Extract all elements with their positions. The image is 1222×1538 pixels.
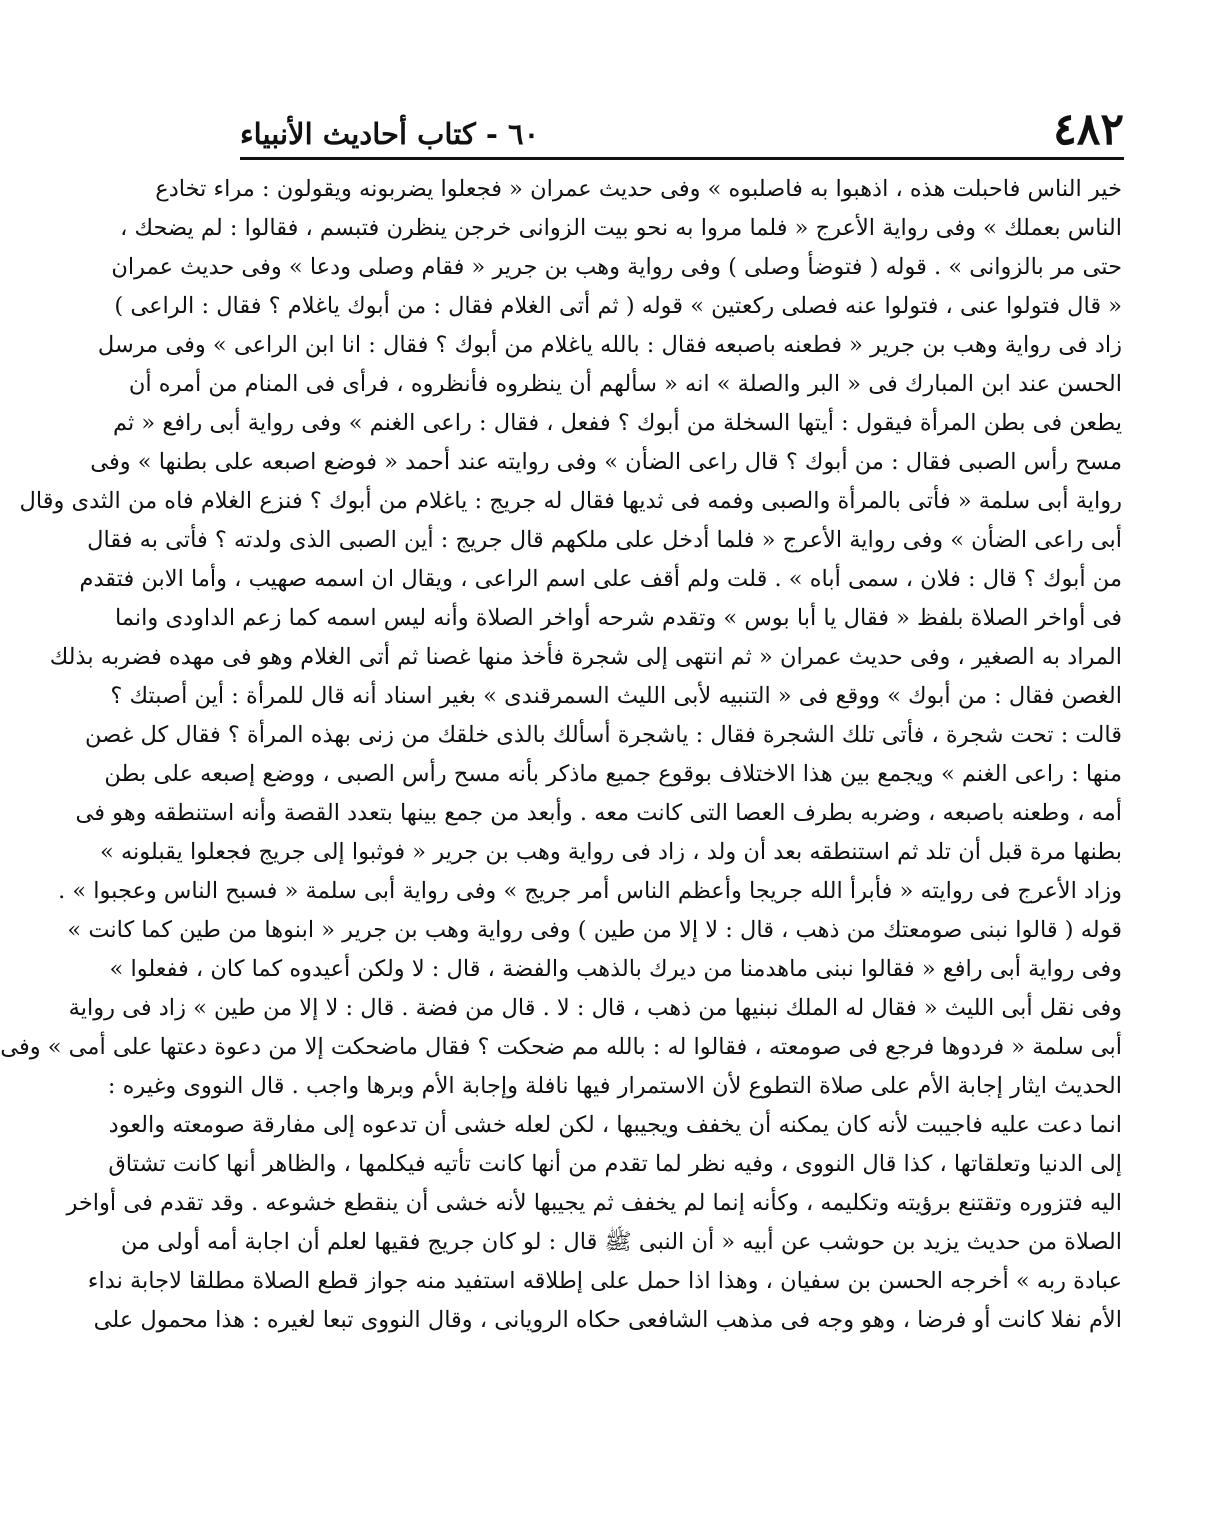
text-line: وزاد الأعرج فى روايته « فأبرأ الله جريجا وأعظم الناس أمر جريج » وفى رواية أبى سلمة « فسبح الناس وعجبوا » . [58, 878, 1122, 904]
text-line: منها : راعى الغنم » ويجمع بين هذا الاختلاف بوقوع جميع ماذكر بأنه مسح رأس الصبى ، ووضع إصبعه على بطن [104, 761, 1122, 787]
text-line: وفى رواية أبى رافع « فقالوا نبنى ماهدمنا من ديرك بالذهب والفضة ، قال : لا ولكن أعيدوه كما كان ، ففعلوا » [109, 956, 1122, 982]
text-line: عبادة ربه » أخرجه الحسن بن سفيان ، وهذا اذا حمل على إطلاقه استفيد منه جواز قطع الصلاة مطلقا لاجابة نداء [87, 1268, 1122, 1294]
text-line: فى أواخر الصلاة بلفظ « فقال يا أبا بوس » وتقدم شرحه أواخر الصلاة وأنه ليس اسمه كما زعم الداودى وانما [115, 605, 1122, 631]
body-text [0, 170, 1122, 1340]
text-line: من أبوك ؟ قال : فلان ، سمى أباه » . قلت ولم أقف على اسم الراعى ، ويقال ان اسمه صهيب ، وأما الابن فتقدم [79, 566, 1122, 592]
text-line: اليه فتزوره وتقتنع برؤيته وتكليمه ، وكأنه إنما لم يخفف ثم يجيبها لأنه خشى أن ينقطع خشوعه . وقد تقدم فى أواخر [66, 1190, 1122, 1216]
text-line: أبى سلمة « فردوها فرجع فى صومعته ، فقالوا له : بالله مم ضحكت ؟ فقال ماضحكت إلا من دعوة دعتها على أمى » وفى [0, 1034, 1122, 1060]
text-line: الغصن فقال : من أبوك » ووقع فى « التنبيه لأبى الليث السمرقندى » بغير اسناد أنه قال للمرأة : أين أصبتك ؟ [110, 683, 1122, 709]
text-line: أبى راعى الضأن » وفى رواية الأعرج « فلما أدخل على ملكهم قال جريج : أين الصبى الذى ولدته ؟ فأتى به فقال [87, 527, 1122, 553]
text-line: قالت : تحت شجرة ، فأتى تلك الشجرة فقال : ياشجرة أسألك بالذى خلقك من زنى بهذه المرأة ؟ فقال كل غصن [84, 722, 1122, 748]
text-line: الصلاة من حديث يزيد بن حوشب عن أبيه « أن النبى ﷺ قال : لو كان جريج فقيها لعلم أن اجابة أمه أولى من [120, 1229, 1122, 1255]
text-line: رواية أبى سلمة « فأتى بالمرأة والصبى وفمه فى ثديها فقال له جريج : ياغلام من أبوك ؟ فنزع الغلام فاه من الثدى وقال [19, 488, 1122, 514]
page-header [240, 100, 1124, 160]
running-title: ٦٠ - كتاب أحاديث الأنبياء [240, 117, 540, 151]
text-line: إلى الدنيا وتعلقاتها ، كذا قال النووى ، وفيه نظر لما تقدم من أنها كانت تأتيه فيكلمها ، والظاهر أنها كانت تشتاق [108, 1151, 1122, 1177]
text-line: وفى نقل أبى الليث « فقال له الملك نبنيها من ذهب ، قال : لا . قال من فضة . قال : لا إلا من طين » زاد فى رواية [68, 995, 1122, 1021]
text-line: زاد فى رواية وهب بن جرير « فطعنه باصبعه فقال : بالله ياغلام من أبوك ؟ فقال : انا ابن الراعى » وفى مرسل [97, 332, 1122, 358]
page-number: ٤٨٢ [1053, 104, 1124, 155]
text-line: الناس بعملك » وفى رواية الأعرج « فلما مروا به نحو بيت الزوانى خرجن ينظرن فتبسم ، فقالوا : لم يضحك ، [120, 215, 1122, 241]
text-line: يطعن فى بطن المرأة فيقول : أيتها السخلة من أبوك ؟ ففعل ، فقال : راعى الغنم » وفى رواية أبى رافع « ثم [113, 410, 1122, 436]
text-line: الحسن عند ابن المبارك فى « البر والصلة » انه « سألهم أن ينظروه فأنظروه ، فرأى فى المنام من أمره أن [128, 371, 1122, 397]
text-line: « قال فتولوا عنى ، فتولوا عنه فصلى ركعتين » قوله ( ثم أتى الغلام فقال : من أبوك ياغلام ؟ فقال : الراعى ) [114, 293, 1122, 319]
text-line: خير الناس فاحبلت هذه ، اذهبوا به فاصلبوه » وفى حديث عمران « فجعلوا يضربونه ويقولون : مراء تخادع [155, 176, 1122, 202]
text-line: حتى مر بالزوانى » . قوله ( فتوضأ وصلى ) وفى رواية وهب بن جرير « فقام وصلى ودعا » وفى حديث عمران [111, 254, 1122, 280]
text-line: قوله ( قالوا نبنى صومعتك من ذهب ، قال : لا إلا من طين ) وفى رواية وهب بن جرير « ابنوها من طين كما كانت » [67, 917, 1122, 943]
text-line: الأم نفلا كانت أو فرضا ، وهو وجه فى مذهب الشافعى حكاه الرويانى ، وقال النووى تبعا لغيره : هذا محمول على [93, 1307, 1122, 1333]
text-line: بطنها مرة قبل أن تلد ثم استنطقه بعد أن ولد ، زاد فى رواية وهب بن جرير « فوثبوا إلى جريج فجعلوا يقبلونه » [100, 839, 1122, 865]
header-rule [240, 157, 1124, 160]
text-line: مسح رأس الصبى فقال : من أبوك ؟ قال راعى الضأن » وفى روايته عند أحمد « فوضع اصبعه على بطنها » وفى [90, 449, 1122, 475]
text-line: انما دعت عليه فاجيبت لأنه كان يمكنه أن يخفف ويجيبها ، لكن لعله خشى أن تدعوه إلى مفارقة صومعته والعود [108, 1112, 1122, 1138]
text-line: الحديث ايثار إجابة الأم على صلاة التطوع لأن الاستمرار فيها نافلة وإجابة الأم وبرها واجب . قال النووى وغيره : [107, 1073, 1122, 1099]
text-line: أمه ، وطعنه باصبعه ، وضربه بطرف العصا التى كانت معه . وأبعد من جمع بينها بتعدد القصة وأنه استنطقه وهو فى [75, 800, 1122, 826]
text-line: المراد به الصغير ، وفى حديث عمران « ثم انتهى إلى شجرة فأخذ منها غصنا ثم أتى الغلام وهو فى مهده فضربه بذلك [49, 644, 1122, 670]
